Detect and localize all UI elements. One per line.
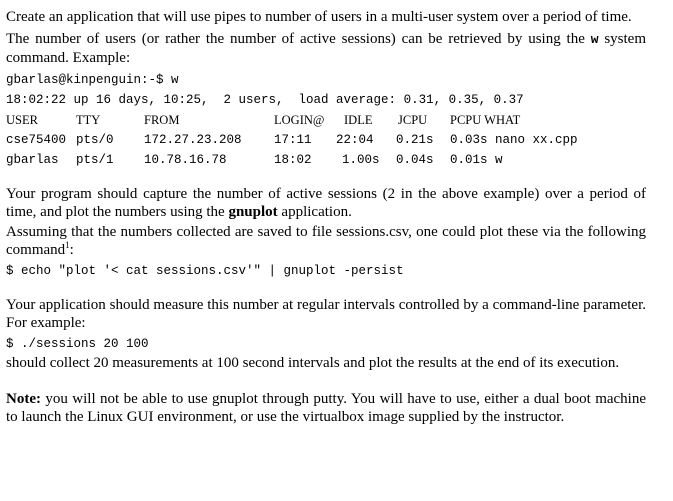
w-example-output [6, 70, 646, 170]
interval-result-paragraph: should collect 20 measurements at 100 second intervals and plot the results at the end of its execution. [6, 355, 620, 371]
row-tty: pts/1 [76, 153, 114, 167]
row-jcpu: 0.21s [396, 133, 434, 147]
w-command-text-before: The number of users (or rather the number of active sessions) can be retrieved by using the [6, 31, 591, 47]
w-command-text-after: system command. Example: [6, 31, 646, 66]
uptime-line: 18:02:22 up 16 days, 10:25, 2 users, load average: 0.31, 0.35, 0.37 [6, 93, 524, 107]
capture-paragraph [6, 185, 646, 221]
footnote-marker: 1 [65, 240, 70, 250]
note-text: you will not be able to use gnuplot through putty. You will have to use, either a dual boot machine to launch the Linux GUI environment, or use the virtualbox image supplied by the instructor. [6, 391, 646, 425]
gnuplot-command-line: $ echo "plot '< cat sessions.csv'" | gnuplot -persist [6, 264, 404, 278]
intro-paragraph: Create an application that will use pipes to number of users in a multi-user system over a period of time. [6, 9, 632, 25]
row-user: gbarlas [6, 153, 59, 167]
capture-text-after: application. [277, 204, 352, 220]
row-user: cse75400 [6, 133, 67, 147]
note-paragraph [6, 390, 646, 426]
row-pcpu-what: 0.01s w [450, 153, 503, 167]
capture-text-before: Your program should capture the number of active sessions (2 in the above example) over a period of time, and plot the numbers using the [6, 186, 646, 220]
header-idle: IDLE [344, 113, 373, 127]
w-command-paragraph [6, 30, 646, 67]
row-login: 18:02 [274, 153, 312, 167]
row-pcpu-what: 0.03s nano xx.cpp [450, 133, 578, 147]
header-jcpu: JCPU [398, 113, 428, 127]
table-row [6, 130, 646, 150]
plot-paragraph [6, 223, 646, 259]
header-pcpu-what: PCPU WHAT [450, 113, 521, 127]
header-tty: TTY [76, 113, 101, 127]
row-idle: 22:04 [336, 133, 374, 147]
row-login: 17:11 [274, 133, 312, 147]
plot-text: Assuming that the numbers collected are saved to file sessions.csv, one could plot these via the following command [6, 224, 646, 258]
row-from: 172.27.23.208 [144, 133, 242, 147]
row-tty: pts/0 [76, 133, 114, 147]
interval-paragraph: Your application should measure this number at regular intervals controlled by a command-line parameter. For example: [6, 297, 646, 331]
plot-colon: : [69, 242, 74, 258]
note-label: Note: [6, 391, 41, 407]
header-user: USER [6, 113, 38, 127]
row-from: 10.78.16.78 [144, 153, 227, 167]
sessions-table-header [6, 110, 646, 130]
shell-prompt-line: gbarlas@kinpenguin:-$ w [6, 73, 179, 87]
table-row [6, 150, 646, 170]
w-command-name: w [590, 32, 599, 47]
row-idle: 1.00s [342, 153, 380, 167]
header-login: LOGIN@ [274, 113, 325, 127]
assignment-document [6, 8, 646, 426]
row-jcpu: 0.04s [396, 153, 434, 167]
gnuplot-name: gnuplot [228, 204, 278, 220]
header-from: FROM [144, 113, 180, 127]
sessions-command-line: $ ./sessions 20 100 [6, 337, 149, 351]
